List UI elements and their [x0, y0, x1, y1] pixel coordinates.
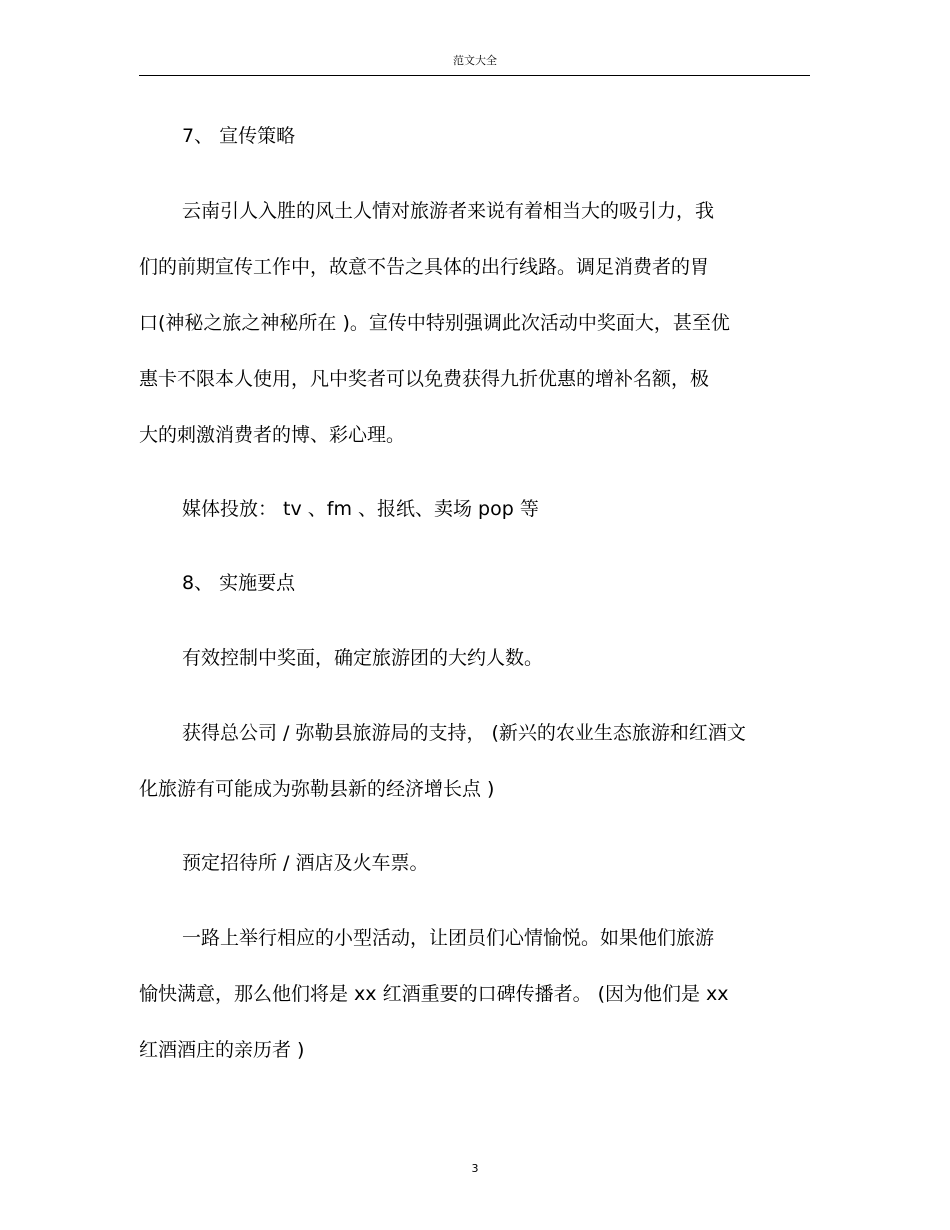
paragraph-line: 化旅游有可能成为弥勒县新的经济增长点 ): [139, 778, 495, 800]
page-header: 范文大全: [453, 54, 497, 67]
paragraph-line: 们的前期宣传工作中，故意不告之具体的出行线路。调足消费者的胃: [139, 256, 710, 278]
media-line: 媒体投放： tv 、fm 、报纸、卖场 pop 等: [182, 498, 539, 520]
section-heading-7: 7、 宣传策略: [182, 125, 296, 147]
page-number: 3: [471, 1162, 479, 1175]
paragraph-line: 红酒酒庄的亲历者 ): [139, 1039, 305, 1061]
paragraph-line: 大的刺激消费者的博、彩心理。: [139, 424, 406, 446]
paragraph-line: 有效控制中奖面，确定旅游团的大约人数。: [182, 647, 544, 669]
paragraph-line: 获得总公司 / 弥勒县旅游局的支持， (新兴的农业生态旅游和红酒文: [182, 722, 746, 744]
paragraph-line: 愉快满意，那么他们将是 xx 红酒重要的口碑传播者。 (因为他们是 xx: [139, 983, 729, 1005]
paragraph-line: 一路上举行相应的小型活动，让团员们心情愉悦。如果他们旅游: [182, 927, 715, 949]
paragraph-line: 惠卡不限本人使用，凡中奖者可以免费获得九折优惠的增补名额，极: [139, 368, 710, 390]
paragraph-line: 云南引人入胜的风土人情对旅游者来说有着相当大的吸引力，我: [182, 200, 715, 222]
paragraph-line: 口(神秘之旅之神秘所在 )。宣传中特别强调此次活动中奖面大，甚至优: [139, 312, 730, 334]
section-heading-8: 8、 实施要点: [182, 572, 296, 594]
paragraph-line: 预定招待所 / 酒店及火车票。: [182, 852, 429, 874]
header-rule: [139, 75, 810, 76]
